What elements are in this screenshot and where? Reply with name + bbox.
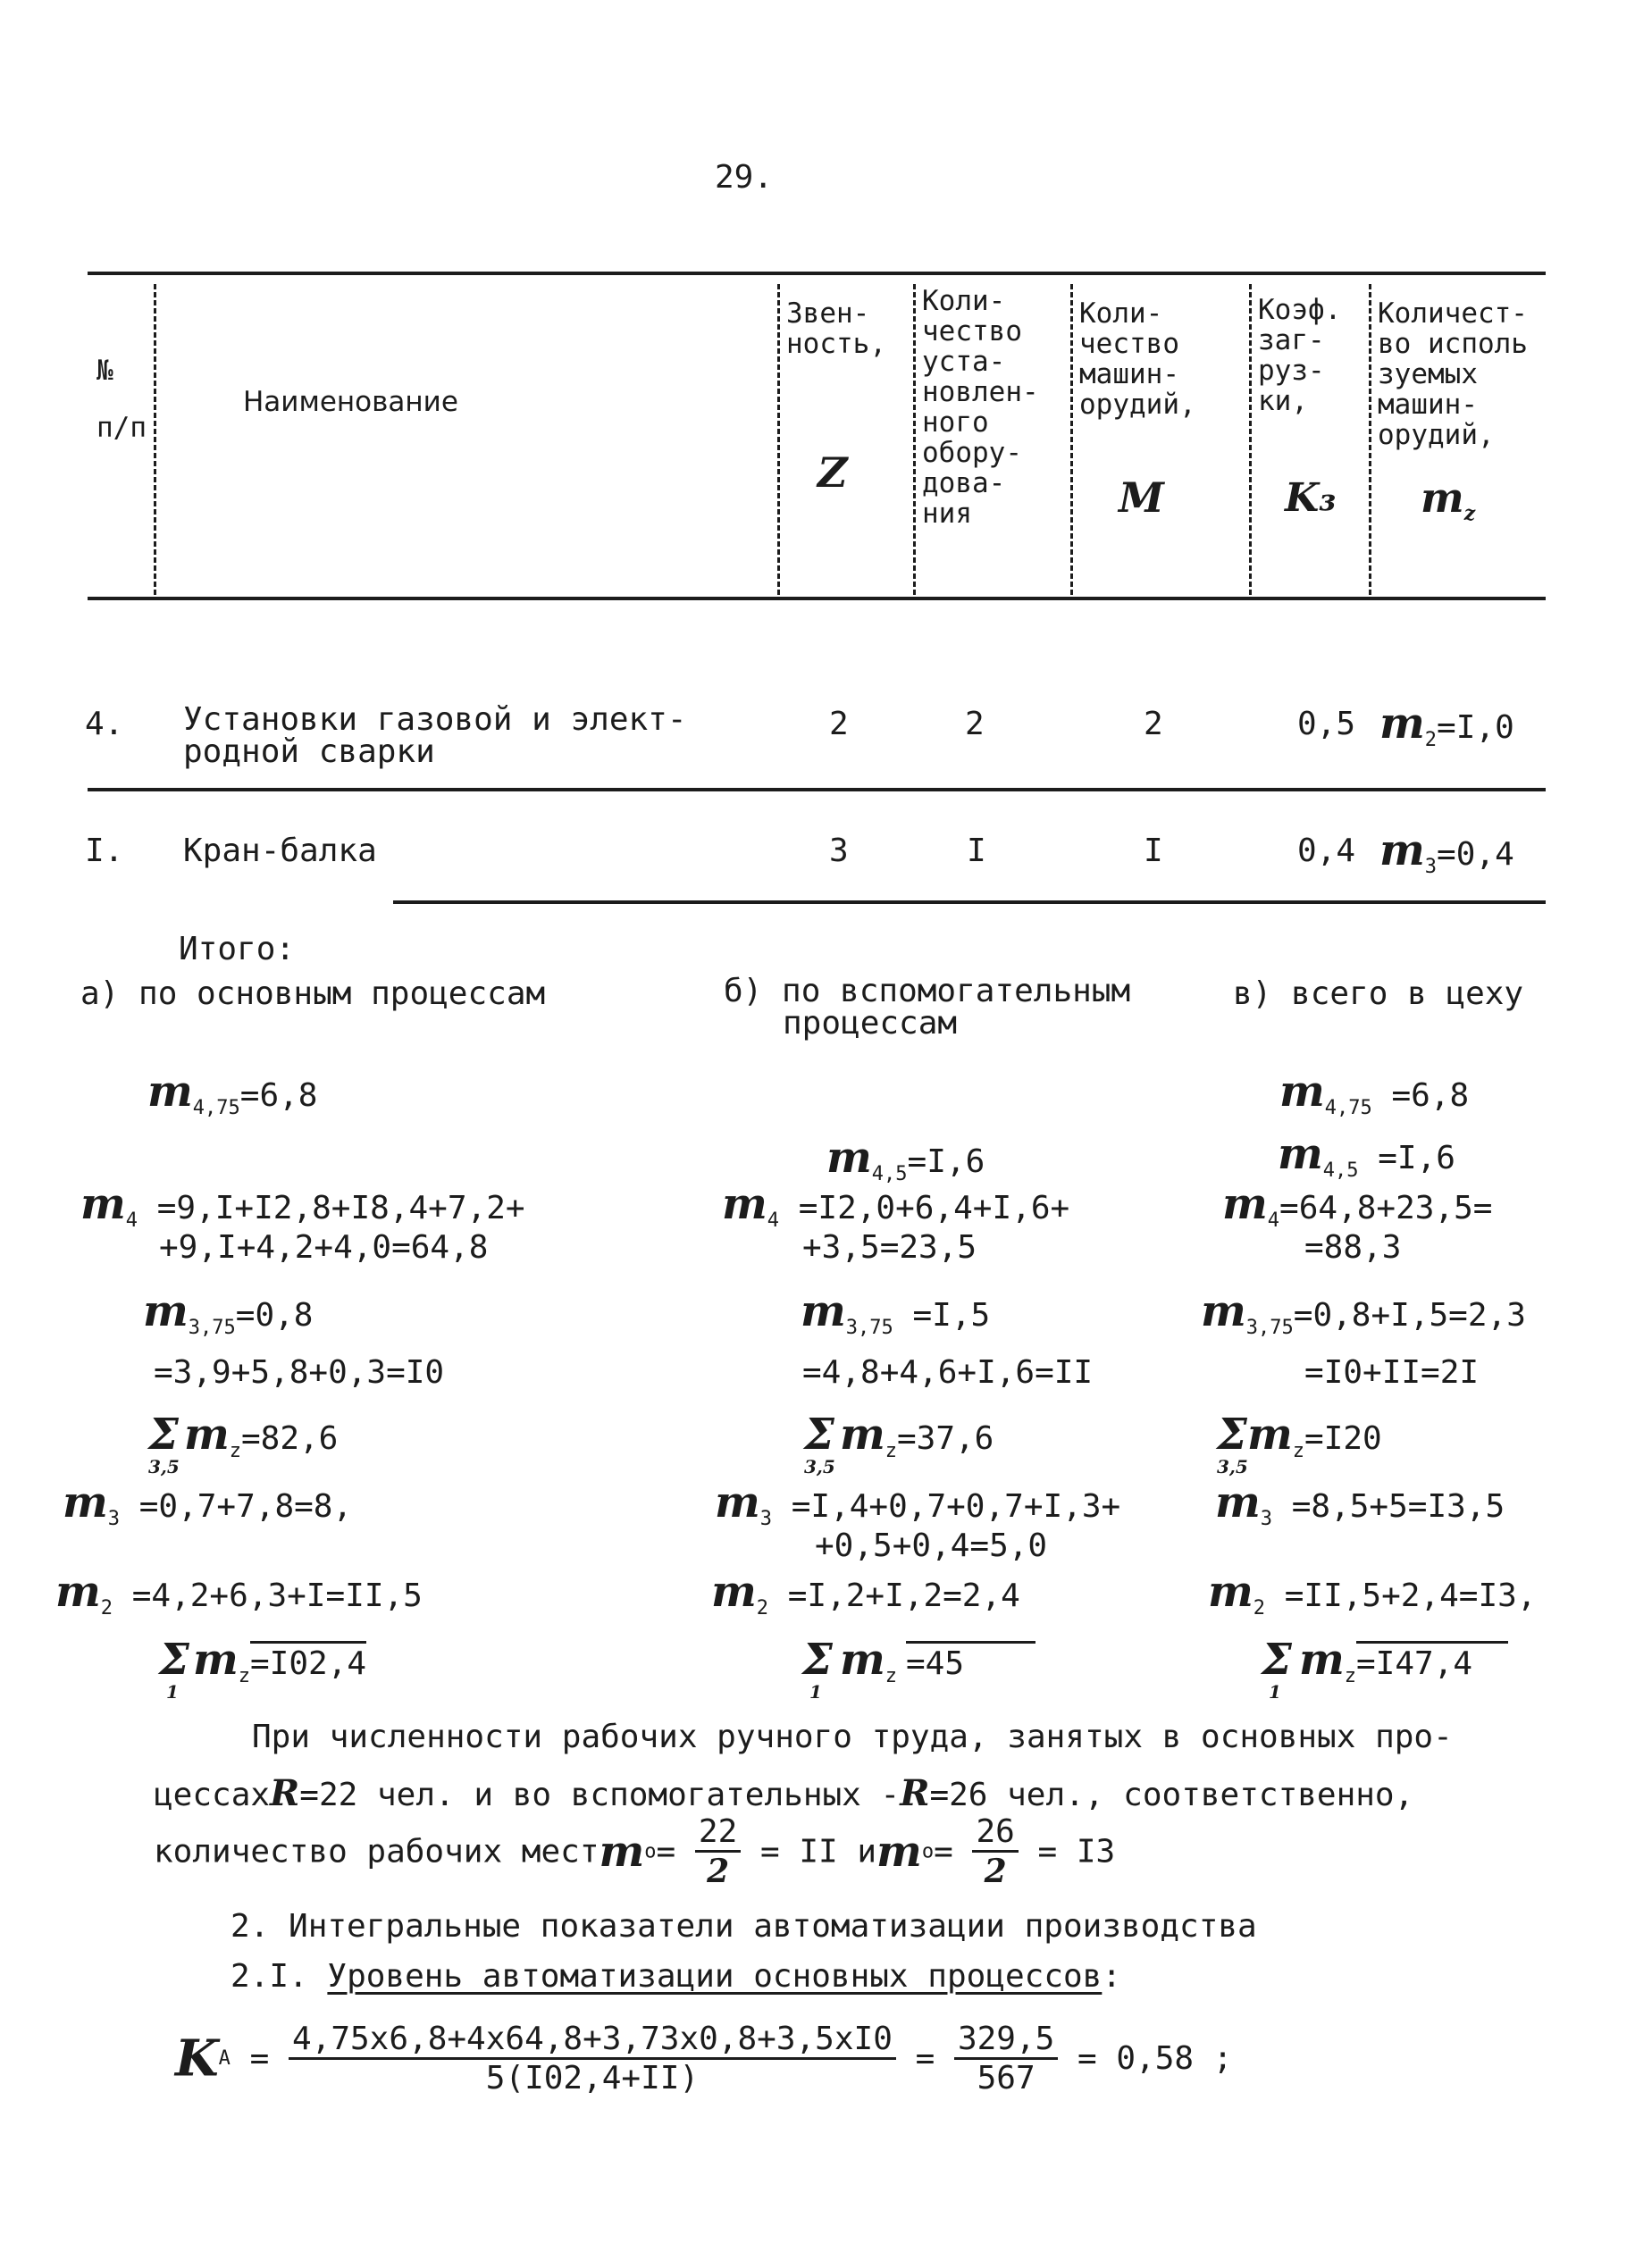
page-number: 29. [715,159,774,196]
totals-b-title: б) по вспомогательным процессам [724,973,1131,1042]
automation-formula: KA = $\frac{4,75x6,8+4x64,8+3,73x0,8+3,5xI0}{5(I02,4+II)}$ = $\frac{329,5}{567}$ = 0,58 ; [175,2021,1233,2096]
section-2-1-title: 2.I. Уровень автоматизации основных процессов: [231,1958,1122,1995]
col-divider [1249,284,1252,595]
b-m45: $m_{4,5}=I,6$ [826,1133,985,1185]
c-m2: $m_2 =II,5+2,4=I3$, [1208,1567,1537,1619]
b-m35-line: =4,8+4,6+I,6=II [802,1354,1094,1391]
col-divider [1369,284,1371,595]
b-m4: $m_4 =I2,0+6,4+I,6+$ [722,1179,1070,1232]
header-kol-mashin: Коли- чество машин- орудий, [1079,297,1196,421]
a-sum1: $\Sigma m_z=I02,4$ 1 [159,1635,367,1703]
row-result: $m_3=0,4$ [1379,825,1514,878]
totals-a-title: а) по основным процессам [80,975,546,1012]
header-koef: Коэф. заг- руз- ки, [1258,294,1342,417]
c-m3: $m_3 =8,5+5=I3,5$ [1215,1477,1505,1530]
formula-main-fraction: $\frac{4,75x6,8+4x64,8+3,73x0,8+3,5xI0}{5(I02,4+II)}$ [289,2021,896,2096]
c-sum1: Σ $m_z=I47,4$ 1 [1262,1635,1508,1687]
a-m3: $m_3 =0,7+7,8=8$, [63,1477,353,1530]
b-m375: $m_{3,75} =I,5$ [801,1286,991,1339]
row-koef: 0,5 [1297,706,1356,742]
row-kol-mashin: 2 [1144,706,1163,742]
row-rule [88,788,1546,791]
row-koef: 0,4 [1297,833,1356,869]
a-m4: $m_4 =9,I+I2,8+I8,4+7,2+$ [80,1179,525,1232]
header-zvennost: Звен- ность, [786,297,886,360]
header-ispolz: Количест- во исполь зуемых машин- орудий, [1378,297,1528,451]
paragraph-line-3: количество рабочих местmo= $\frac{22}{2}$ = II иmo= $\frac{26}{2}$ = I3 [154,1813,1116,1890]
c-m4: $m_4=64,8+23,5=$ [1222,1179,1493,1232]
c-sum35: $\Sigma m_z=I20$ 3,5 [1217,1410,1382,1477]
col-divider [913,284,916,595]
section-2-title: 2. Интегральные показатели автоматизации производства [231,1908,1257,1945]
header-kol-oborud: Коли- чество уста- новлен- ного обору- дова- ния [922,285,1039,530]
row-num: 4. [85,706,124,742]
a-sum35: Σ $m_z=82,6$ 3,5 [148,1410,339,1477]
row-result: $m_2=I,0$ [1379,699,1514,751]
c-m475: $m_{4,75} =6,8$ [1279,1067,1470,1119]
header-m-symbol: M [1119,473,1164,522]
b-sum1: Σ $m_z =45$ 1 [802,1635,1036,1687]
row-kol-oborud: 2 [965,706,985,742]
col-divider [777,284,780,595]
formula-result-fraction: $\frac{329,5}{567}$ [954,2021,1058,2096]
c-m35-line: =I0+II=2I [1304,1354,1480,1391]
table-header-rule [88,597,1546,600]
b-m3: $m_3 =I,4+0,7+0,7+I,3+$ [715,1477,1121,1530]
c-m45: $m_{4,5} =I,6$ [1278,1129,1455,1182]
header-num: № п/п [96,355,147,444]
row-kol-oborud: I [967,833,986,869]
header-mz-symbol: $m_z$ [1421,473,1476,525]
a-m375: $m_{3,75}=0,8$ [143,1286,314,1339]
col-divider [154,284,156,595]
totals-c-title: в) всего в цеху [1233,975,1524,1012]
row-zvennost: 3 [829,833,849,869]
a-m4-cont: +9,I+4,2+4,0=64,8 [159,1229,489,1266]
fraction-26-2: $\frac{26}{2}$ [972,1813,1018,1890]
a-m475: $m_{4,75}=6,8$ [147,1067,318,1119]
header-z-symbol: Z [818,448,848,497]
table-bottom-rule [393,900,1546,904]
b-sum35: Σ $m_z=37,6$ 3,5 [804,1410,994,1477]
paragraph-line-1: При численности рабочих ручного труда, занятых в основных про- [252,1719,1453,1755]
header-k3-symbol: K₃ [1285,475,1337,521]
c-m375: $m_{3,75}=0,8+I,5=2,3$ [1201,1286,1526,1339]
fraction-22-2: $\frac{22}{2}$ [695,1813,741,1890]
c-m4-cont: =88,3 [1304,1229,1402,1266]
b-m2: $m_2 =I,2+I,2=2,4$ [711,1567,1020,1619]
totals-label: Итого: [179,931,296,967]
row-num: I. [85,833,124,869]
row-name: Кран-балка [183,833,377,869]
paragraph-line-2: цессахR=22 чел. и во вспомогательных -R=26 чел., соответственно, [154,1772,1414,1814]
b-m3-cont: +0,5+0,4=5,0 [815,1527,1048,1564]
a-m35-line: =3,9+5,8+0,3=I0 [154,1354,445,1391]
col-divider [1070,284,1073,595]
b-m4-cont: +3,5=23,5 [802,1229,977,1266]
header-name: Наименование [243,386,458,418]
a-m2: $m_2 =4,2+6,3+I=II,5$ [55,1567,423,1619]
row-zvennost: 2 [829,706,849,742]
row-kol-mashin: I [1144,833,1163,869]
row-name: Установки газовой и элект- родной сварки [183,701,687,770]
table-top-rule [88,272,1546,275]
